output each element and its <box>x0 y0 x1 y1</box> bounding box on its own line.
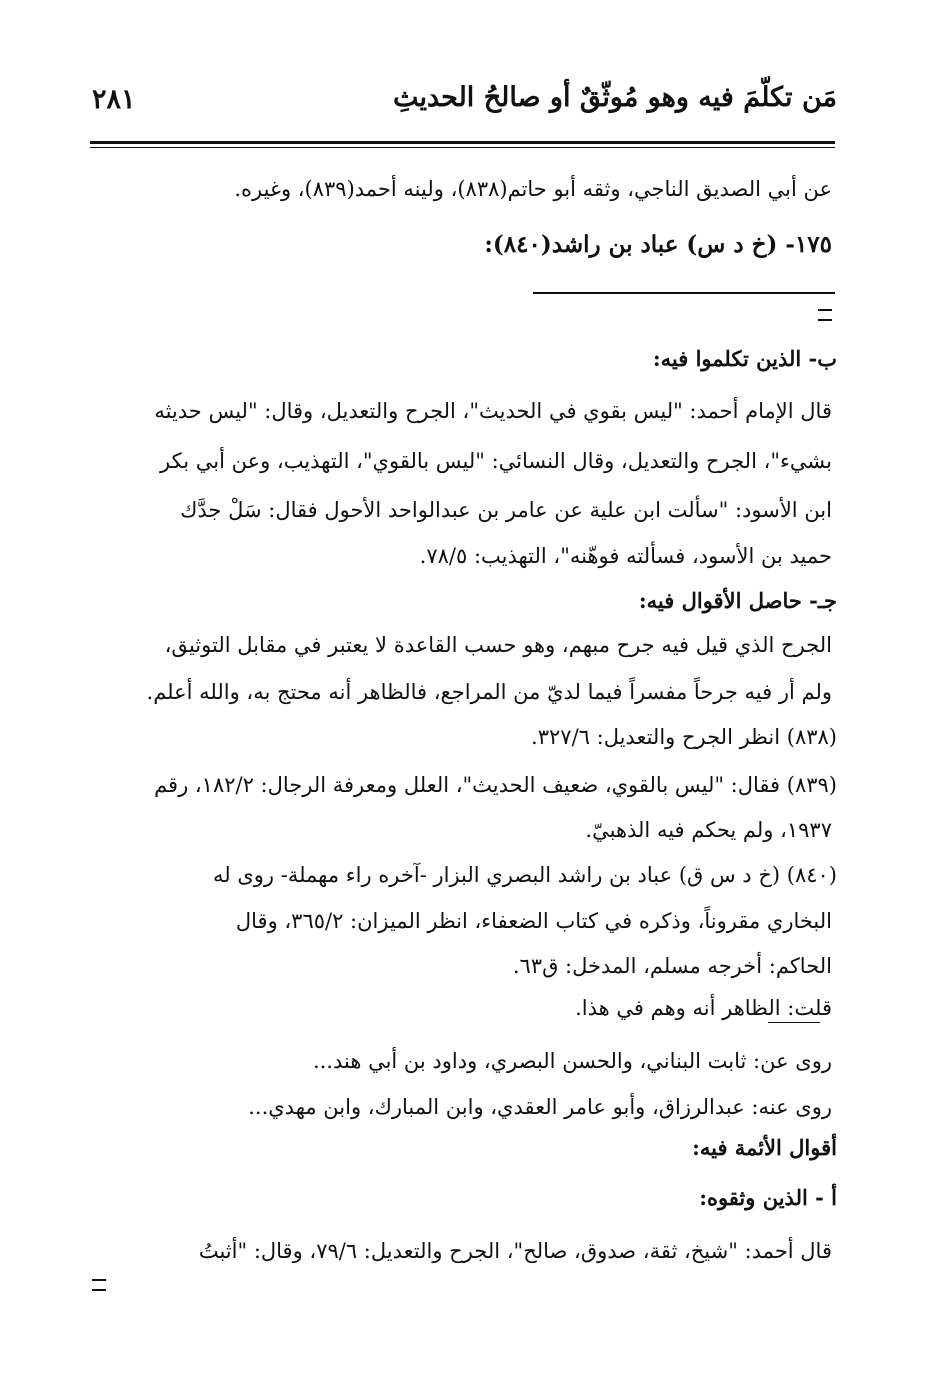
body-line: روى عن: ثابت البناني، والحسن البصري، وداود بن أبي هند... <box>312 1049 832 1073</box>
body-line: الجرح الذي قيل فيه جرح مبهم، وهو حسب القاعدة لا يعتبر في مقابل التوثيق، <box>164 633 832 657</box>
running-header-title: مَن تكلّمَ فيه وهو مُوثّقٌ أو صالحُ الحديثِ <box>392 82 837 113</box>
body-line: حميد بن الأسود، فسألته فوهّنه"، التهذيب: ٧٨/٥. <box>419 544 832 568</box>
footnote: الحاكم: أخرجه مسلم، المدخل: ق٦٣. <box>512 954 832 978</box>
section-separator <box>533 292 835 294</box>
body-line: عن أبي الصديق الناجي، وثقه أبو حاتم(٨٣٨)، ولينه أحمد(٨٣٩)، وغيره. <box>234 177 832 201</box>
footnote: ١٩٣٧، ولم يحكم فيه الذهبيّ. <box>585 818 832 842</box>
body-line: ابن الأسود: "سألت ابن علية عن عامر بن عبدالواحد الأحول فقال: سَلْ جدَّك <box>180 498 832 522</box>
footnote: البخاري مقروناً، وذكره في كتاب الضعفاء، انظر الميزان: ٣٦٥/٢، وقال <box>235 909 832 933</box>
entry-heading: ١٧٥- (خ د س) عباد بن راشد(٨٤٠): <box>484 231 832 258</box>
body-line: روى عنه: عبدالرزاق، وأبو عامر العقدي، وابن المبارك، وابن مهدي... <box>248 1095 832 1119</box>
section-heading: جـ- حاصل الأقوال فيه: <box>638 588 837 613</box>
section-heading: ب- الذين تكلموا فيه: <box>652 346 837 371</box>
footnote: قلت: الظاهر أنه وهم في هذا. <box>575 996 832 1020</box>
body-line: قال الإمام أحمد: "ليس بقوي في الحديث"، الجرح والتعديل، وقال: "ليس حديثه <box>154 399 832 423</box>
double-dash-mark <box>92 1279 106 1291</box>
section-heading: أقوال الأئمة فيه: <box>692 1135 837 1160</box>
body-line: ولم أر فيه جرحاً مفسراً فيما لديّ من المراجع، فالظاهر أنه محتج به، والله أعلم. <box>146 680 832 704</box>
header-rule-thin <box>90 147 835 148</box>
footnote: (٨٣٩) فقال: "ليس بالقوي، ضعيف الحديث"، العلل ومعرفة الرجال: ١٨٢/٢، رقم <box>154 773 837 797</box>
footnote: (٨٤٠) (خ د س ق) عباد بن راشد البصري البزار -آخره راء مهملة- روى له <box>213 863 837 887</box>
body-line: بشيء"، الجرح والتعديل، وقال النسائي: "ليس بالقوي"، التهذيب، وعن أبي بكر <box>160 449 832 473</box>
header-rule-thick <box>90 141 835 144</box>
page-number: ٢٨١ <box>92 84 136 115</box>
footnote: (٨٣٨) انظر الجرح والتعديل: ٣٢٧/٦. <box>531 725 837 749</box>
double-dash-mark <box>818 309 832 321</box>
body-line: قال أحمد: "شيخ، ثقة، صدوق، صالح"، الجرح والتعديل: ٧٩/٦، وقال: "أثبتُ <box>198 1239 832 1263</box>
underline-mark <box>768 1022 820 1023</box>
section-heading: أ - الذين وثقوه: <box>699 1185 837 1210</box>
